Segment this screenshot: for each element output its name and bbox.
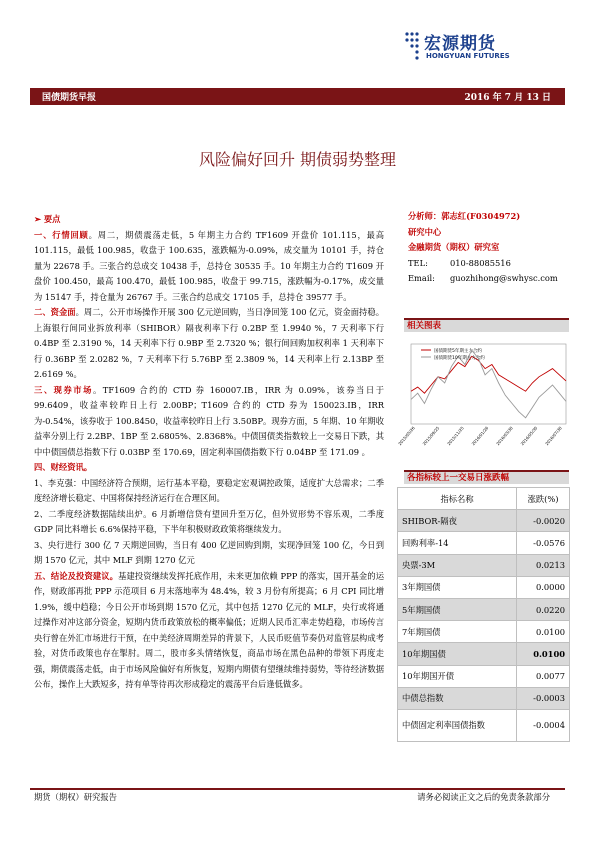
indicator-name: 央票-3M <box>398 554 517 576</box>
table-row <box>398 554 570 576</box>
section-4-head: 四、财经资讯。 <box>34 462 93 472</box>
footer-left: 期货（期权）研究报告 <box>34 792 117 802</box>
price-line-chart <box>397 338 568 463</box>
section-5-body: 基建投资继续发挥托底作用，未来更加依赖 PPP 的落实，国开基金的运作，财政部再批 PPP 示范项目 6 月末落地率为 48.4%，较 3 月份有所提高；6 月 CPI 同比增 1.9%，缓中趋稳；今日公开市场到期 1570 亿元，其中包括 1270 亿元的 MLF，央行或将通过操作对冲这部分资金，短期内货币政策放松的概率偏低；近期人民币汇率走势趋稳，市场传言央行曾在外汇市场进行干预，在中美经济周期差异的背景下，人民币贬值节奏仍对监管层构成考验，对货币政策也存在掣肘。周二，股市多头情绪恢复，商品市场在黑色品种的带领下再度走强，期债震荡走低，由于市场风险偏好有所恢复，短期内期债有望继续维持弱势，等待经济数据公布，操作上大跌短多，持有单等待再次形成稳定的震荡平台后逢低做多。 <box>34 570 384 689</box>
indicator-change: 0.0100 <box>517 643 570 665</box>
table-row <box>398 643 570 665</box>
hongyuan-logo-icon <box>404 30 422 64</box>
section-3-head: 三、现券市场 <box>34 384 93 395</box>
analyst-dept: 研究中心 <box>408 226 442 237</box>
footer-rule <box>30 788 565 790</box>
tel-label: TEL: <box>408 257 428 268</box>
indicator-change: -0.0003 <box>517 687 570 709</box>
legend-label: 国债期货10年期主力合约 <box>434 356 485 361</box>
table-row <box>398 598 570 620</box>
table-row <box>398 532 570 554</box>
section-2-body: 。周二，公开市场操作开展 300 亿元逆回购，当日净回笼 100 亿元，资金面持稳。上海银行间同业拆放利率（SHIBOR）隔夜利率下行 0.2BP 至 1.9940 %，7 天利率下行 0.4BP 至 2.3190 %，14 天利率下行 0.9BP 至 2.7320 %；银行间回购加权利率 1 天利率下行 0.36BP 至 2.0282 %，7 天利率下行 5.76BP 至 2.3809 %，14 天利率上行 2.13BP 至 2.6169 %。 <box>34 307 384 379</box>
section-1-body: 。周二，期债震荡走低，5 年期主力合约 TF1609 开盘价 101.115，最高 101.115，最低 100.985，收盘于 100.635，涨跌幅为-0.09%，成交量为 10101 手，持仓量为 22678 手。三张合约总成交 10438 手，总持仓 30535 手。10 年期主力合约 T1609 开盘价 100.450，最高 100.470，最低 100.985，收盘于 99.715，涨跌幅为-0.17%，成交量为 15147 手，持仓量为 26767 手。三张合约总成交 17105 手，总持仓 39577 手。 <box>34 229 384 302</box>
section-1-head: 一、行情回顾 <box>34 229 89 240</box>
legend-label: 国债期货5年期主力合约 <box>434 349 482 354</box>
indicator-change: 0.0220 <box>517 598 570 620</box>
section-2 <box>34 305 384 383</box>
analyst-email <box>408 271 568 287</box>
indicator-change: 0.0077 <box>517 665 570 687</box>
table-header-name: 指标名称 <box>398 488 517 510</box>
indicator-name: SHIBOR-隔夜 <box>398 510 517 532</box>
indicator-name: 3年期国债 <box>398 576 517 598</box>
table-header-row <box>398 488 570 510</box>
news-item: 2、二季度经济数据陆续出炉。6 月新增信贷有望回升至万亿，但外贸形势不容乐观，二季度 GDP 同比料增长 6.6%保持平稳，下半年积极财政政策将继续发力。 <box>34 508 384 534</box>
brand-name-cn: 宏源期货 <box>424 34 496 54</box>
table-row <box>398 687 570 709</box>
table-row <box>398 576 570 598</box>
table-row <box>398 510 570 532</box>
news-item: 1、李克强：中国经济符合预期，运行基本平稳，要稳定宏观调控政策，适度扩大总需求；二季度经济增长稳定、中国将保持经济运行在合理区间。 <box>34 477 384 503</box>
x-tick-label: 2016/03/30 <box>495 425 514 447</box>
series-line-0 <box>411 356 566 393</box>
analyst-tel <box>408 256 568 272</box>
table-header-change: 涨跌(%) <box>517 488 570 510</box>
email-label: Email: <box>408 273 435 283</box>
indicator-name: 中债总指数 <box>398 687 517 709</box>
section-3 <box>34 383 384 461</box>
indicator-change: 0.0100 <box>517 621 570 643</box>
indicator-name: 10年期国债 <box>398 643 517 665</box>
table-row <box>398 665 570 687</box>
section-3-body: 。TF1609 合约的 CTD 券 160007.IB，IRR 为 0.09%，该券当日于 99.6409，收益率较昨日上行 2.00BP；T1609 合约的 CTD 券为 150023.IB，IRR 为-0.54%，该券收于 100.8450，收益率较昨日上行 3.50BP。现券方面，5 年期、10 年期收益率分别上行 2.2BP、1BP 至 2.6805%、2.8368%。中债国债类指数较上一交易日下跌，其中中债国债总指数下行 0.03BP 至 170.69，固定利率国债指数下行 0.04BP 至 171.09 。 <box>34 384 384 457</box>
footer-right: 请务必阅读正文之后的免责条款部分 <box>417 792 550 802</box>
table-title: 各指标较上一交易日涨跌幅 <box>404 470 569 484</box>
x-tick-label: 2015/09/25 <box>421 425 441 447</box>
section-1 <box>34 228 384 306</box>
x-tick-label: 2016/07/30 <box>544 425 563 447</box>
header-bar <box>30 88 565 105</box>
page-title: 风险偏好回升 期债弱势整理 <box>198 150 397 169</box>
section-5-head: 五、结论及投资建议。 <box>34 570 119 581</box>
chart-panel-title: 相关图表 <box>404 318 569 332</box>
table-row <box>398 709 570 741</box>
indicator-table <box>397 487 570 742</box>
section-2-head: 二、资金面 <box>34 307 76 317</box>
indicator-change: -0.0004 <box>517 709 570 741</box>
x-tick-label: 2016/05/30 <box>519 425 539 447</box>
report-date: 2016 年 7 月 13 日 <box>464 93 551 103</box>
main-body <box>34 212 384 693</box>
indicator-name: 回购利率-14 <box>398 532 517 554</box>
indicator-change: -0.0020 <box>517 510 570 532</box>
section-5 <box>34 569 384 693</box>
news-item: 3、央行进行 300 亿 7 天期逆回购，当日有 400 亿逆回购到期，实现净回笼 100 亿，今日到期 1570 亿元，其中 MLF 到期 1270 亿元 <box>34 539 384 565</box>
table-row <box>398 621 570 643</box>
report-type: 国债期货早报 <box>42 93 97 103</box>
email-value: guozhihong@swhysc.com <box>450 273 558 283</box>
indicator-change: 0.0000 <box>517 576 570 598</box>
indicator-name: 7年期国债 <box>398 621 517 643</box>
x-tick-label: 2016/01/26 <box>470 425 490 447</box>
indicator-name: 中债固定利率国债指数 <box>398 709 517 741</box>
indicator-name: 10年期国开债 <box>398 665 517 687</box>
x-tick-label: 2015/05/26 <box>397 425 416 447</box>
tel-value: 010-88085516 <box>450 257 511 268</box>
indicator-change: -0.0576 <box>517 532 570 554</box>
bullet-head: ➢ 要点 <box>34 214 61 224</box>
analyst-info <box>408 209 568 287</box>
indicator-name: 5年期国债 <box>398 598 517 620</box>
x-tick-label: 2015/11/25 <box>446 425 465 447</box>
analyst-org: 金融期货（期权）研究室 <box>408 242 500 252</box>
analyst-name: 分析师：郭志红(F0304972) <box>408 211 521 221</box>
brand-name-en: HONGYUAN FUTURES <box>426 52 510 60</box>
indicator-change: 0.0213 <box>517 554 570 576</box>
